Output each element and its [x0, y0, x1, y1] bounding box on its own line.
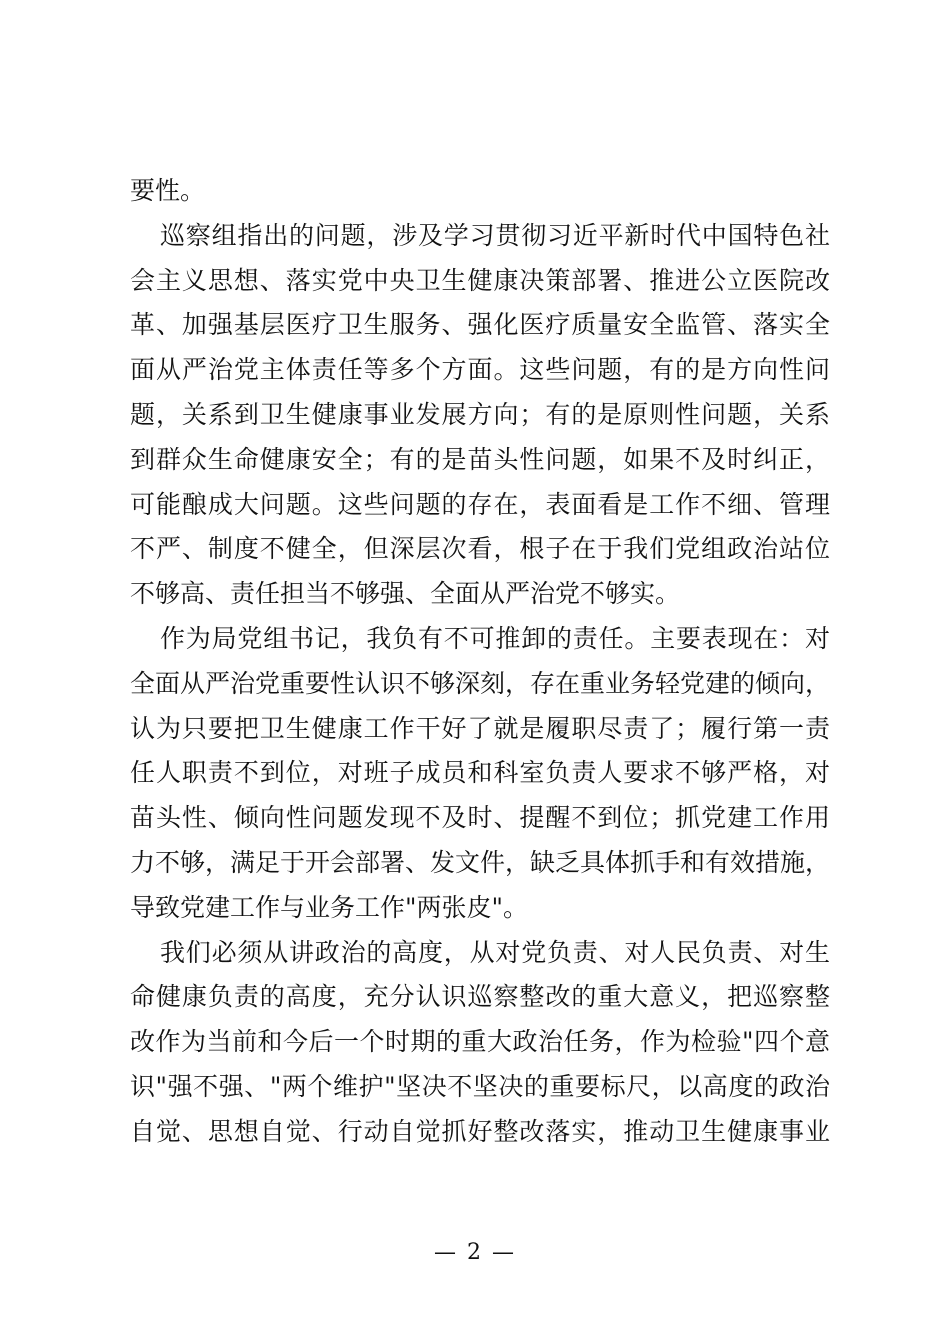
page-number: — 2 —: [434, 1240, 516, 1265]
text-line: 巡察组指出的问题，涉及学习贯彻习近平新时代中国特色社: [160, 220, 830, 250]
text-line: 苗头性、倾向性问题发现不及时、提醒不到位；抓党建工作用: [130, 803, 830, 833]
text-line: 认为只要把卫生健康工作干好了就是履职尽责了；履行第一责: [130, 713, 830, 743]
paragraph: [130, 214, 830, 617]
text-line: 革、加强基层医疗卫生服务、强化医疗质量安全监管、落实全: [130, 310, 830, 340]
text-line: 改作为当前和今后一个时期的重大政治任务，作为检验"四个意: [130, 1027, 830, 1057]
text-line: 可能酿成大问题。这些问题的存在，表面看是工作不细、管理: [130, 489, 830, 519]
text-line: 我们必须从讲政治的高度，从对党负责、对人民负责、对生: [160, 937, 830, 967]
text-line: 会主义思想、落实党中央卫生健康决策部署、推进公立医院改: [130, 265, 830, 295]
text-line: 面从严治党主体责任等多个方面。这些问题，有的是方向性问: [130, 355, 830, 385]
text-line: 不严、制度不健全，但深层次看，根子在于我们党组政治站位: [130, 534, 830, 564]
text-line: 力不够，满足于开会部署、发文件，缺乏具体抓手和有效措施，: [130, 847, 831, 877]
text-line: 不够高、责任担当不够强、全面从严治党不够实。: [130, 579, 681, 609]
text-line: 题，关系到卫生健康事业发展方向；有的是原则性问题，关系: [130, 399, 830, 429]
text-line: 全面从严治党重要性认识不够深刻，存在重业务轻党建的倾向，: [130, 668, 831, 698]
text-line: 作为局党组书记，我负有不可推卸的责任。主要表现在：对: [160, 623, 830, 653]
paragraph: [130, 169, 830, 214]
paragraph: [130, 617, 830, 931]
text-line: 任人职责不到位，对班子成员和科室负责人要求不够严格，对: [130, 758, 830, 788]
text-line: 导致党建工作与业务工作"两张皮"。: [130, 892, 528, 922]
text-line: 自觉、思想自觉、行动自觉抓好整改落实，推动卫生健康事业: [130, 1116, 830, 1146]
document-body: [130, 169, 830, 1155]
text-line: 要性。: [130, 176, 206, 205]
text-line: 识"强不强、"两个维护"坚决不坚决的重要标尺，以高度的政治: [130, 1071, 830, 1101]
text-line: 到群众生命健康安全；有的是苗头性问题，如果不及时纠正，: [130, 444, 830, 474]
text-line: 命健康负责的高度，充分认识巡察整改的重大意义，把巡察整: [130, 982, 830, 1012]
paragraph: [130, 931, 830, 1155]
